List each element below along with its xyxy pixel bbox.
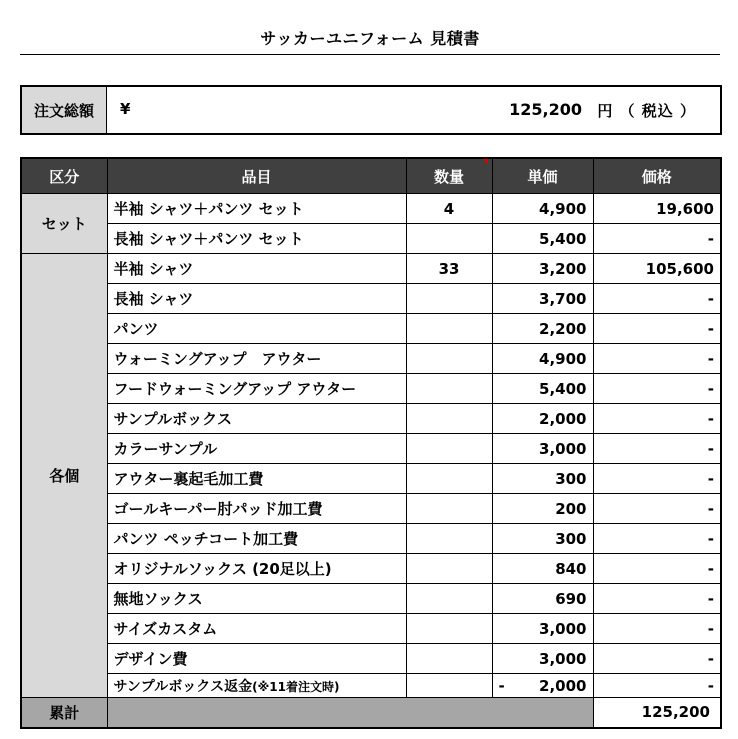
table-row bbox=[21, 554, 721, 584]
table-row bbox=[21, 374, 721, 404]
item-price[interactable]: - bbox=[593, 644, 721, 674]
table-row bbox=[21, 404, 721, 434]
item-name-text: サンプルボックス返金 bbox=[113, 678, 253, 695]
item-unit-price[interactable]: 2,000 bbox=[492, 404, 593, 434]
item-name[interactable]: オリジナルソックス (20足以上) bbox=[107, 554, 406, 584]
table-row bbox=[21, 644, 721, 674]
item-unit-price[interactable] bbox=[492, 674, 593, 698]
currency-symbol: ¥ bbox=[120, 100, 131, 118]
item-name[interactable]: アウター裏起毛加工費 bbox=[107, 464, 406, 494]
item-quantity[interactable] bbox=[406, 374, 492, 404]
item-name[interactable]: 長袖 シャツ bbox=[107, 284, 406, 314]
item-quantity[interactable]: 33 bbox=[406, 254, 492, 284]
header-row bbox=[21, 158, 721, 194]
item-price[interactable]: - bbox=[593, 284, 721, 314]
minus-sign: - bbox=[498, 676, 505, 695]
item-unit-price[interactable]: 5,400 bbox=[492, 374, 593, 404]
item-price[interactable]: - bbox=[593, 584, 721, 614]
item-unit-price-value: 2,000 bbox=[539, 676, 587, 695]
item-price[interactable]: - bbox=[593, 374, 721, 404]
item-name[interactable]: サンプルボックス bbox=[107, 404, 406, 434]
table-row bbox=[21, 434, 721, 464]
table-row bbox=[21, 494, 721, 524]
header-quantity: 数量 bbox=[406, 158, 492, 194]
item-price[interactable]: - bbox=[593, 434, 721, 464]
item-price[interactable]: - bbox=[593, 224, 721, 254]
category-set: セット bbox=[21, 194, 107, 254]
item-name[interactable]: 半袖 シャツ bbox=[107, 254, 406, 284]
order-total-amount: 125,200 bbox=[509, 100, 582, 119]
item-unit-price[interactable]: 300 bbox=[492, 464, 593, 494]
table-row bbox=[21, 584, 721, 614]
item-price[interactable]: - bbox=[593, 404, 721, 434]
item-unit-price[interactable]: 3,000 bbox=[492, 614, 593, 644]
item-quantity[interactable] bbox=[406, 464, 492, 494]
item-quantity[interactable] bbox=[406, 404, 492, 434]
item-quantity[interactable] bbox=[406, 494, 492, 524]
header-price: 価格 bbox=[593, 158, 721, 194]
item-price[interactable]: - bbox=[593, 464, 721, 494]
table-row bbox=[21, 524, 721, 554]
item-name[interactable]: カラーサンプル bbox=[107, 434, 406, 464]
item-unit-price[interactable]: 4,900 bbox=[492, 194, 593, 224]
item-name[interactable]: ゴールキーパー肘パッド加工費 bbox=[107, 494, 406, 524]
header-item: 品目 bbox=[107, 158, 406, 194]
item-unit-price[interactable]: 690 bbox=[492, 584, 593, 614]
item-name[interactable]: 長袖 シャツ＋パンツ セット bbox=[107, 224, 406, 254]
item-unit-price[interactable]: 840 bbox=[492, 554, 593, 584]
item-unit-price[interactable]: 3,700 bbox=[492, 284, 593, 314]
item-quantity[interactable] bbox=[406, 524, 492, 554]
table-row bbox=[21, 224, 721, 254]
item-name[interactable]: 無地ソックス bbox=[107, 584, 406, 614]
table-row bbox=[21, 254, 721, 284]
item-name[interactable]: デザイン費 bbox=[107, 644, 406, 674]
item-unit-price[interactable]: 4,900 bbox=[492, 344, 593, 374]
item-unit-price[interactable]: 5,400 bbox=[492, 224, 593, 254]
summary-row bbox=[21, 698, 721, 728]
table-row bbox=[21, 674, 721, 698]
title-underline bbox=[20, 54, 720, 55]
item-unit-price[interactable]: 200 bbox=[492, 494, 593, 524]
item-unit-price[interactable]: 300 bbox=[492, 524, 593, 554]
item-price[interactable]: 105,600 bbox=[593, 254, 721, 284]
item-name[interactable]: 半袖 シャツ＋パンツ セット bbox=[107, 194, 406, 224]
item-quantity[interactable] bbox=[406, 644, 492, 674]
table-row bbox=[21, 284, 721, 314]
order-total-unit: 円 （ 税込 ） bbox=[597, 102, 696, 120]
item-name[interactable]: フードウォーミングアップ アウター bbox=[107, 374, 406, 404]
item-price[interactable]: - bbox=[593, 494, 721, 524]
item-price[interactable]: 19,600 bbox=[593, 194, 721, 224]
table-row bbox=[21, 194, 721, 224]
category-individual: 各個 bbox=[21, 254, 107, 698]
item-name[interactable]: ウォーミングアップ アウター bbox=[107, 344, 406, 374]
item-price[interactable]: - bbox=[593, 344, 721, 374]
estimate-table bbox=[20, 157, 722, 729]
summary-value: 125,200 bbox=[593, 698, 721, 728]
page-title: サッカーユニフォーム 見積書 bbox=[260, 29, 480, 48]
item-price[interactable]: - bbox=[593, 674, 721, 698]
comment-marker-icon bbox=[483, 159, 488, 164]
table-row bbox=[21, 314, 721, 344]
item-quantity[interactable] bbox=[406, 224, 492, 254]
order-total-box bbox=[20, 85, 722, 135]
table-row bbox=[21, 464, 721, 494]
item-name[interactable]: パンツ ペッチコート加工費 bbox=[107, 524, 406, 554]
item-price[interactable]: - bbox=[593, 554, 721, 584]
item-name[interactable]: パンツ bbox=[107, 314, 406, 344]
item-quantity[interactable] bbox=[406, 314, 492, 344]
summary-filler bbox=[107, 698, 593, 728]
item-unit-price[interactable]: 3,000 bbox=[492, 434, 593, 464]
summary-label: 累計 bbox=[21, 698, 107, 728]
header-unit-price: 単価 bbox=[492, 158, 593, 194]
item-unit-price[interactable]: 3,200 bbox=[492, 254, 593, 284]
item-price[interactable]: - bbox=[593, 614, 721, 644]
item-name-note: (※11着注文時) bbox=[252, 679, 340, 694]
item-quantity[interactable] bbox=[406, 554, 492, 584]
item-unit-price[interactable]: 3,000 bbox=[492, 644, 593, 674]
header-category: 区分 bbox=[21, 158, 107, 194]
item-quantity[interactable] bbox=[406, 284, 492, 314]
item-unit-price[interactable]: 2,200 bbox=[492, 314, 593, 344]
item-quantity[interactable] bbox=[406, 674, 492, 698]
item-price[interactable]: - bbox=[593, 524, 721, 554]
item-price[interactable]: - bbox=[593, 314, 721, 344]
order-total-label: 注文総額 bbox=[22, 87, 107, 133]
item-name[interactable]: サイズカスタム bbox=[107, 614, 406, 644]
item-quantity[interactable] bbox=[406, 614, 492, 644]
item-quantity[interactable] bbox=[406, 584, 492, 614]
table-row bbox=[21, 344, 721, 374]
item-quantity[interactable] bbox=[406, 344, 492, 374]
item-quantity[interactable] bbox=[406, 434, 492, 464]
item-quantity[interactable]: 4 bbox=[406, 194, 492, 224]
item-name[interactable] bbox=[107, 674, 406, 698]
table-row bbox=[21, 614, 721, 644]
